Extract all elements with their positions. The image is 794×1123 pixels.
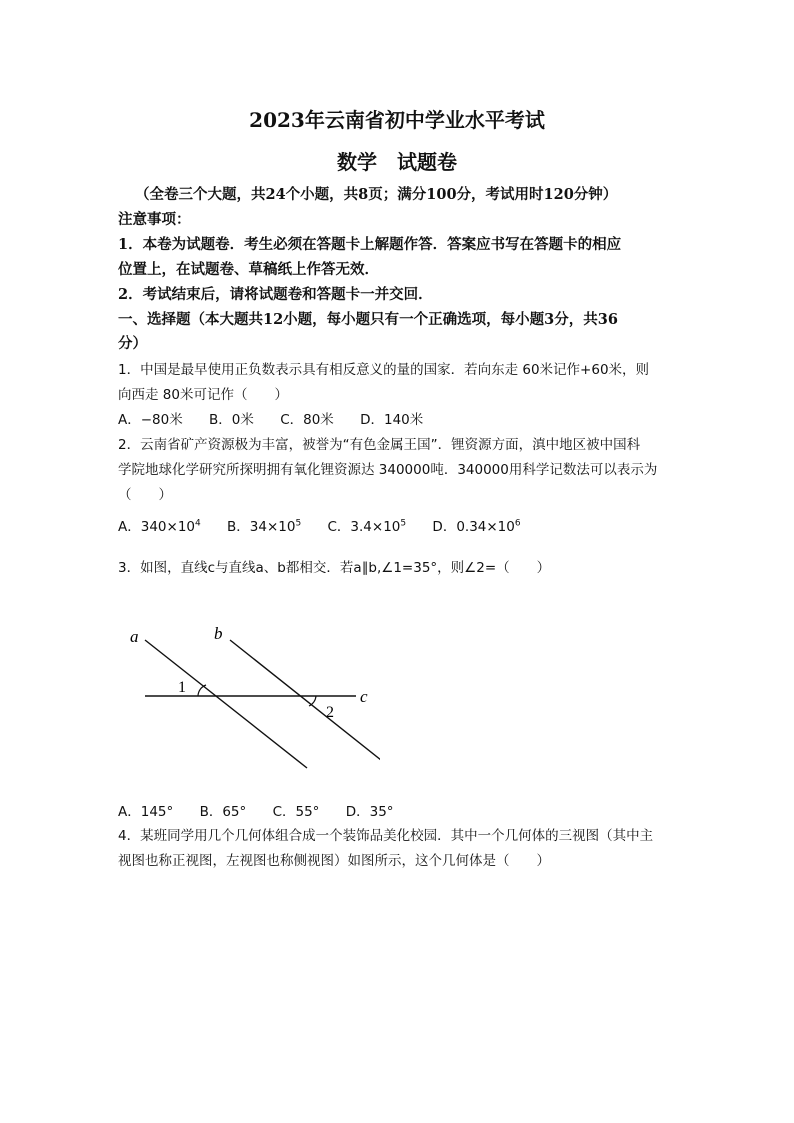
label-angle2: 2 — [326, 704, 334, 721]
q3-option-c: C．55° — [272, 804, 320, 820]
q2-text-c: （ ） — [118, 487, 172, 503]
q2-options — [118, 515, 543, 535]
label-a: a — [130, 627, 139, 646]
q3-option-b: B．65° — [199, 804, 247, 820]
q4-text-b: 视图也称正视图，左视图也称侧视图）如图所示，这个几何体是（ ） — [118, 853, 550, 869]
q1-options — [118, 408, 445, 428]
exam-info: （全卷三个大题，共24个小题，共8页；满分100分，考试用时120分钟） — [135, 186, 618, 203]
q1-option-b: B．0米 — [209, 412, 254, 428]
q4-text-a: 4．某班同学用几个几何体组合成一个装饰品美化校园．其中一个几何体的三视图（其中主 — [118, 828, 654, 844]
q1-text-b: 向西走 80米可记作（ ） — [118, 387, 288, 403]
q1-option-a: A．−80米 — [118, 412, 183, 428]
note-item-1a: 1．本卷为试题卷．考生必须在答题卡上解题作答．答案应书写在答题卡的相应 — [118, 236, 622, 253]
line-b — [230, 640, 380, 768]
q3-option-a: A．145° — [118, 804, 174, 820]
q2-text-a: 2．云南省矿产资源极为丰富，被誉为“有色金属王国”．锂资源方面，滇中地区被中国科 — [118, 437, 641, 453]
q2-text-b: 学院地球化学研究所探明拥有氧化锂资源达 340000吨．340000用科学记数法可以表示为 — [118, 462, 658, 478]
q2-option-b: B．$34\times 10^5$ — [227, 518, 302, 535]
notes-heading: 注意事项： — [118, 211, 191, 228]
q2-option-a: A．$340\times 10^4$ — [118, 518, 201, 535]
section1-heading-a: 一、选择题（本大题共12小题，每小题只有一个正确选项，每小题3分，共36 — [118, 311, 618, 328]
section1-heading-b: 分） — [118, 335, 147, 352]
q1-text-a: 1．中国是最早使用正负数表示具有相反意义的量的国家．若向东走 60米记作+60米，则 — [118, 362, 650, 378]
label-c: c — [360, 687, 368, 706]
q3-option-d: D．35° — [345, 804, 394, 820]
q2-option-d: D．$0.34\times 10^6$ — [432, 518, 521, 535]
q2-option-c: C．$3.4\times 10^5$ — [327, 518, 407, 535]
note-item-2: 2．考试结束后，请将试题卷和答题卡一并交回． — [118, 286, 433, 303]
label-b: b — [214, 624, 223, 643]
q1-option-d: D．140米 — [360, 412, 424, 428]
exam-title: 2023年云南省初中学业水平考试 — [249, 108, 545, 132]
q3-text: 3．如图，直线c与直线a、b都相交．若a∥b,∠1=35°，则∠2=（ ） — [118, 560, 551, 576]
exam-subtitle: 数学 试题卷 — [337, 150, 457, 174]
label-angle1: 1 — [178, 679, 186, 696]
note-item-1b: 位置上，在试题卷、草稿纸上作答无效． — [118, 261, 379, 278]
q1-option-c: C．80米 — [280, 412, 334, 428]
q3-options — [118, 800, 416, 820]
q3-figure — [120, 618, 380, 778]
line-a — [145, 640, 307, 768]
